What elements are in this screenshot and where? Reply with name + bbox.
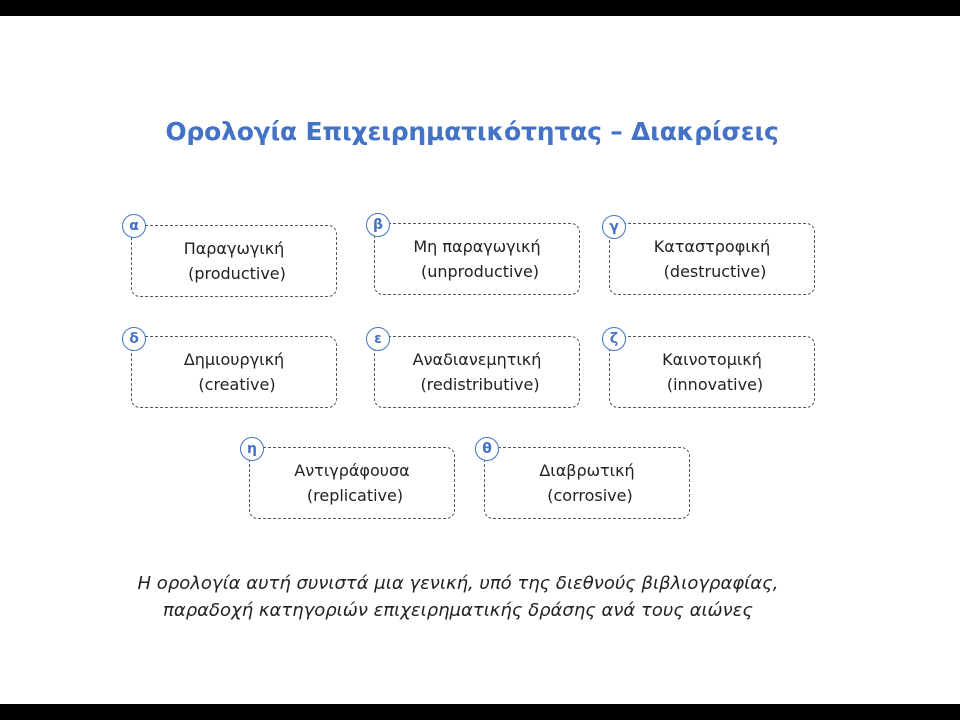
category-card-innovative — [609, 336, 815, 408]
card-greek-label: Δημιουργική — [183, 350, 285, 369]
card-english-label: (productive) — [188, 264, 286, 283]
slide-title: Ορολογία Επιχειρηματικότητας – Διακρίσεις — [165, 117, 779, 146]
category-card-unproductive — [374, 223, 580, 295]
card-greek-label: Διαβρωτική — [539, 461, 635, 480]
card-letter-badge: δ — [122, 327, 146, 351]
category-card-creative — [131, 336, 337, 408]
card-english-label: (innovative) — [666, 375, 764, 394]
category-card-destructive — [609, 223, 815, 295]
card-letter-badge: ζ — [602, 327, 626, 351]
card-letter-badge: ε — [366, 327, 390, 351]
category-card-redistributive — [374, 336, 580, 408]
card-letter-badge: β — [366, 213, 390, 237]
footer-line-1: Η ορολογία αυτή συνιστά μια γενική, υπό της διεθνούς βιβλιογραφίας, — [137, 573, 779, 594]
card-greek-label: Αναδιανεμητική — [412, 350, 542, 369]
footer-note — [0, 570, 916, 624]
card-greek-label: Καινοτομική — [662, 350, 762, 369]
category-card-replicative — [249, 447, 455, 519]
card-greek-label: Μη παραγωγική — [413, 237, 541, 256]
card-english-label: (replicative) — [306, 486, 404, 505]
card-english-label: (redistributive) — [420, 375, 540, 394]
card-greek-label: Καταστροφική — [653, 237, 771, 256]
card-english-label: (destructive) — [663, 262, 767, 281]
card-greek-label: Αντιγράφουσα — [294, 461, 410, 480]
card-english-label: (creative) — [198, 375, 276, 394]
footer-line-2: παραδοχή κατηγοριών επιχειρηματικής δράσης ανά τους αιώνες — [163, 600, 753, 621]
card-english-label: (corrosive) — [547, 486, 633, 505]
slide — [0, 16, 960, 704]
card-english-label: (unproductive) — [420, 262, 540, 281]
card-letter-badge: η — [240, 437, 264, 461]
card-greek-label: Παραγωγική — [183, 239, 285, 258]
card-letter-badge: γ — [602, 215, 626, 239]
category-card-corrosive — [484, 447, 690, 519]
category-card-productive — [131, 225, 337, 297]
card-letter-badge: α — [122, 214, 146, 238]
card-letter-badge: θ — [475, 437, 499, 461]
